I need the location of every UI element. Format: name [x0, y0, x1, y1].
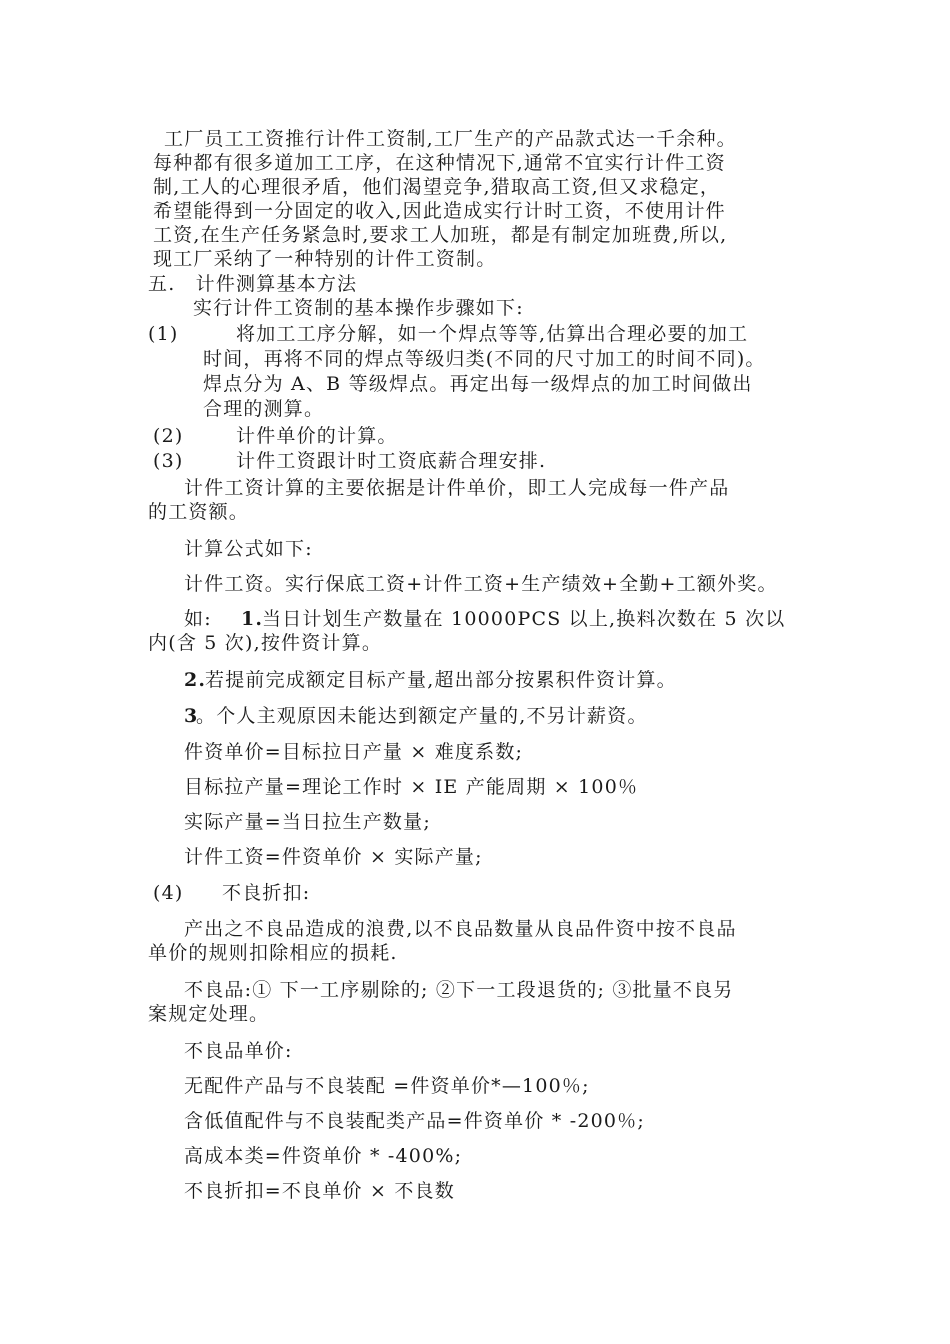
price-equation-line: 高成本类=件资单价 * -400%; [184, 1145, 463, 1167]
price-equation-line: 无配件产品与不良装配 =件资单价*—100％; [184, 1075, 590, 1097]
step-text: 计件工资跟计时工资底薪合理安排. [236, 450, 547, 472]
formula-main: 计件工资。实行保底工资+计件工资+生产绩效+全勤+工额外奖。 [184, 573, 778, 595]
step-number: (2) [153, 425, 184, 447]
rule-text: 当日计划生产数量在 10000PCS 以上,换料次数在 5 次以 [262, 608, 786, 630]
step-text: 不良折扣: [222, 882, 311, 904]
equation-line: 实际产量=当日拉生产数量; [184, 811, 431, 833]
intro-line: 工资,在生产任务紧急时,要求工人加班，都是有制定加班费,所以, [153, 224, 728, 246]
price-equation-line: 含低值配件与不良装配类产品=件资单价 * -200％; [184, 1110, 645, 1132]
rule-number: 1. [241, 608, 264, 630]
intro-line: 工厂员工工资推行计件工资制,工厂生产的产品款式达一千余种。 [164, 128, 737, 150]
rule-text: 内(含 5 次),按件资计算。 [148, 632, 383, 654]
rule-number: 3 [184, 705, 199, 727]
intro-line: 希望能得到一分固定的收入,因此造成实行计时工资，不使用计件 [153, 200, 726, 222]
rule-text: 若提前完成额定目标产量,超出部分按累积件资计算。 [205, 669, 677, 691]
step-line: 焊点分为 A、B 等级焊点。再定出每一级焊点的加工时间做出 [203, 373, 753, 395]
equation-line: 计件工资=件资单价 × 实际产量; [184, 846, 483, 868]
step-number: (1) [148, 323, 179, 345]
step-line: 合理的测算。 [203, 398, 325, 420]
rule-text: 。个人主观原因未能达到额定产量的,不另计薪资。 [196, 705, 648, 727]
price-equation-line: 不良折扣=不良单价 × 不良数 [184, 1180, 455, 1202]
intro-line: 制,工人的心理很矛盾，他们渴望竞争,猎取高工资,但又求稳定， [153, 176, 721, 198]
equation-line: 目标拉产量=理论工作时 × IE 产能周期 × 100％ [184, 776, 639, 798]
equation-line: 件资单价=目标拉日产量 × 难度系数; [184, 741, 524, 763]
basis-line: 计件工资计算的主要依据是计件单价，即工人完成每一件产品 [184, 477, 730, 499]
defect-line: 产出之不良品造成的浪费,以不良品数量从良品件资中按不良品 [184, 918, 737, 940]
section-lead: 实行计件工资制的基本操作步骤如下: [193, 297, 524, 319]
section-heading: 五. 计件测算基本方法 [148, 273, 358, 295]
step-line: 时间，再将不同的焊点等级归类(不同的尺寸加工的时间不同)。 [203, 348, 766, 370]
step-text: 计件单价的计算。 [236, 425, 398, 447]
defect-type-line: 案规定处理。 [148, 1003, 270, 1025]
basis-line: 的工资额。 [148, 501, 250, 523]
step-number: (3) [153, 450, 184, 472]
price-title: 不良品单价: [184, 1040, 293, 1062]
step-number: (4) [153, 882, 184, 904]
rules-prefix: 如: [184, 608, 212, 630]
formula-title: 计算公式如下: [184, 538, 313, 560]
step-line: 将加工工序分解，如一个焊点等等,估算出合理必要的加工 [236, 323, 749, 345]
defect-type-line: 不良品:① 下一工序剔除的; ②下一工段退货的; ③批量不良另 [184, 979, 734, 1001]
defect-line: 单价的规则扣除相应的损耗. [148, 942, 398, 964]
intro-line: 现工厂采纳了一种特别的计件工资制。 [153, 248, 497, 270]
intro-line: 每种都有很多道加工工序，在这种情况下,通常不宜实行计件工资 [153, 152, 726, 174]
rule-number: 2. [184, 669, 207, 691]
